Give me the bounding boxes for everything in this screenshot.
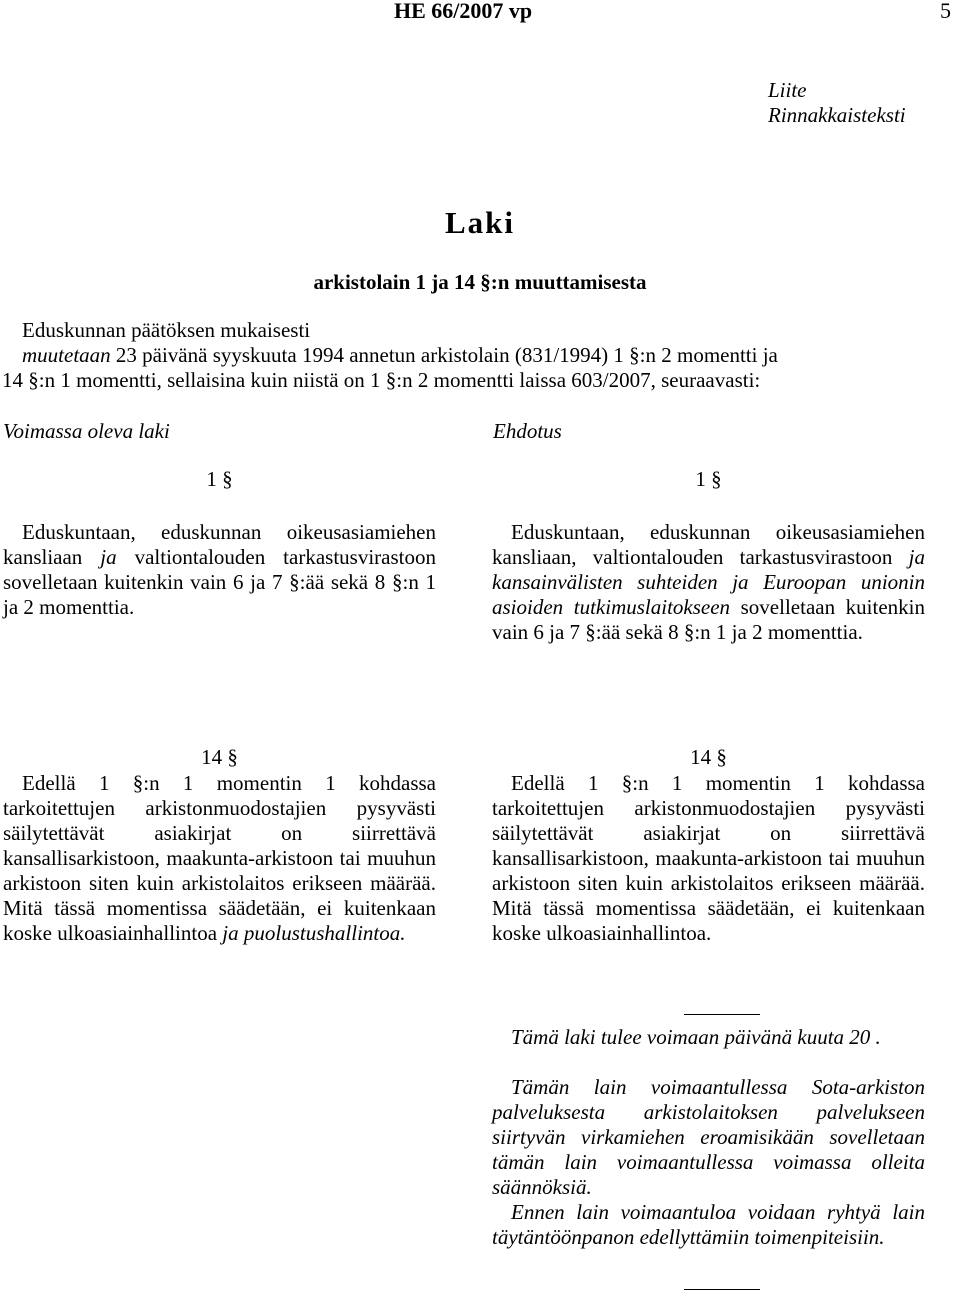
right-omission-line-2	[492, 681, 932, 682]
right-omission-line-1	[492, 499, 932, 500]
right-section-1-heading: 1 §	[695, 467, 722, 491]
right-final-provision-2: Tämän lain voimaantullessa Sota-arkiston palveluksesta arkistolaitoksen palvelukseen siirtyvän virkamiehen eroamisikään sovelletaan tämän lain voimaantullessa voimassa olleita säännöksiä.	[492, 1075, 925, 1199]
preamble-line-2	[22, 343, 778, 368]
left-section-14-text	[3, 771, 436, 946]
preamble-line-1: Eduskunnan päätöksen mukaisesti	[22, 318, 311, 342]
right-omission-line-3	[492, 983, 932, 984]
preamble-line-3: 14 §:n 1 momentti, sellaisina kuin niistä on 1 §:n 2 momentti laissa 603/2007, seuraavasti:	[2, 368, 761, 392]
left-section-1-heading: 1 §	[206, 467, 233, 491]
left-omission-line-1	[3, 499, 443, 500]
right-s1-part-c: sovelletaan kuitenkin vain 6 ja 7 §:ää sekä 8 §:n 1 ja 2 momenttia.	[492, 595, 925, 644]
left-s14-part-a: Edellä 1 §:n 1 momentin 1 kohdassa tarkoitettujen arkistonmuodostajien pysyvästi säilytettävät asiakirjat on siirrettävä kansallisarkistoon, maakunta-arkistoon tai muuhun arkistoon siten kuin arkistolaitos erikseen määrää. Mitä tässä momentissa säädetään, ei kuitenkaan koske ulkoasiainhallintoa	[3, 771, 436, 945]
left-s1-emphasis: ja	[100, 545, 117, 569]
right-s1-emphasis: ja kansainvälisten suhteiden ja Euroopan unionin asioiden tutkimuslaitokseen	[492, 545, 925, 619]
left-s1-part-a: Eduskuntaan, eduskunnan oikeusasiamiehen kansliaan	[3, 520, 436, 569]
right-s1-part-a: Eduskuntaan, eduskunnan oikeusasiamiehen kansliaan, valtiontalouden tarkastusvirastoon	[492, 520, 925, 569]
right-section-14-heading: 14 §	[690, 745, 727, 769]
attachment-label: Liite	[768, 78, 807, 102]
right-separator-rule-top	[684, 1014, 760, 1015]
law-subtitle: arkistolain 1 ja 14 §:n muuttamisesta	[313, 270, 647, 294]
left-section-14-heading: 14 §	[201, 745, 238, 769]
right-separator-rule-bottom	[684, 1289, 760, 1290]
law-title: Laki	[444, 205, 516, 240]
right-section-14-text: Edellä 1 §:n 1 momentin 1 kohdassa tarkoitettujen arkistonmuodostajien pysyvästi säilytettävät asiakirjat on siirrettävä kansallisarkistoon, maakunta-arkistoon tai muuhun arkistoon siten kuin arkistolaitos erikseen määrää. Mitä tässä momentissa säädetään, ei kuitenkaan koske ulkoasiainhallintoa.	[492, 771, 925, 945]
preamble-verb: muutetaan	[22, 343, 111, 367]
page-number: 5	[940, 0, 951, 23]
left-s1-part-c: valtiontalouden tarkastusvirastoon sovelletaan kuitenkin vain 6 ja 7 §:ää sekä 8 §:n 1 ja 2 momenttia.	[3, 545, 436, 619]
left-section-1-text	[3, 520, 436, 620]
attachment-sublabel: Rinnakkaisteksti	[768, 103, 906, 127]
left-omission-line-3	[3, 983, 443, 984]
right-final-provision-3: Ennen lain voimaantuloa voidaan ryhtyä lain täytäntöönpanon edellyttämiin toimenpiteisiin.	[492, 1200, 925, 1249]
left-omission-line-2	[3, 681, 443, 682]
column-heading-current: Voimassa oleva laki	[3, 419, 170, 443]
right-section-1-text	[492, 520, 925, 645]
document-id: HE 66/2007 vp	[394, 0, 533, 23]
column-heading-proposal: Ehdotus	[493, 419, 562, 443]
left-s14-emphasis: ja puolustushallintoa.	[222, 921, 406, 945]
right-final-provision-1: Tämä laki tulee voimaan päivänä kuuta 20 .	[511, 1025, 881, 1049]
preamble-text: 23 päivänä syyskuuta 1994 annetun arkistolain (831/1994) 1 §:n 2 momentti ja	[110, 343, 778, 367]
